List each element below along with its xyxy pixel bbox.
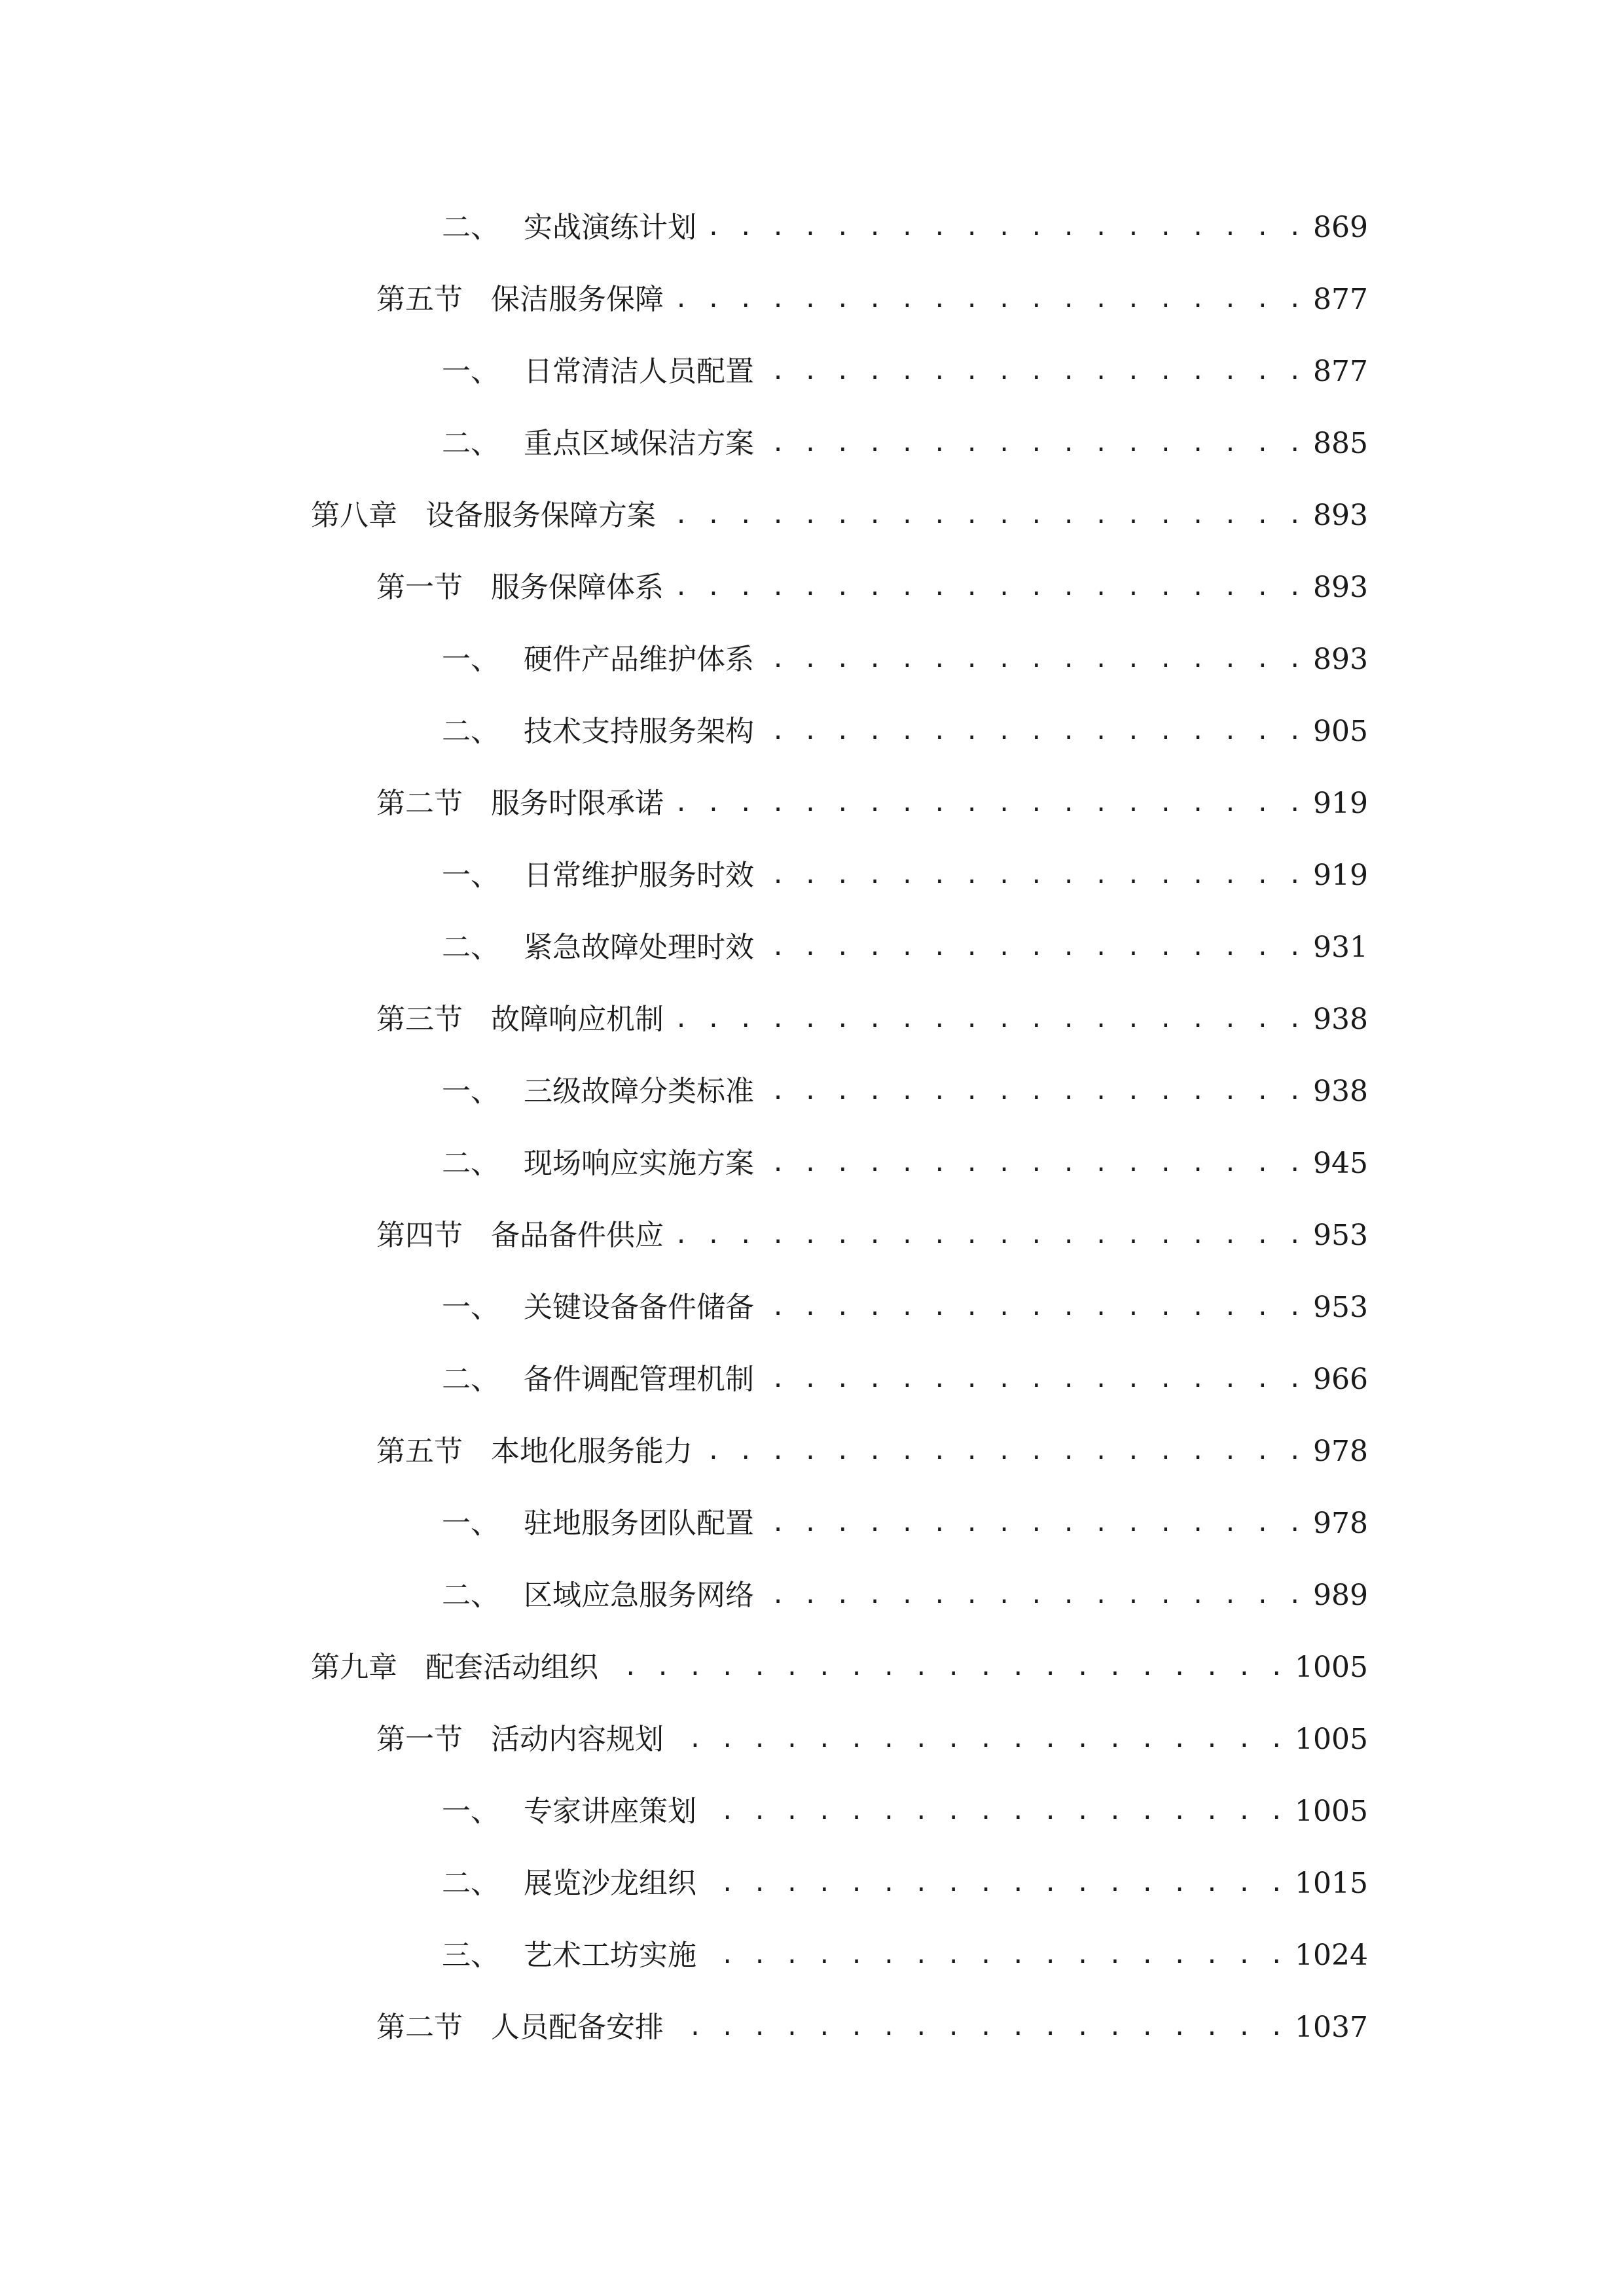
toc-entry-page-number: 978 — [1313, 1435, 1368, 1468]
toc-entry-title: 保洁服务保障 — [491, 283, 664, 316]
toc-entry-title: 服务保障体系 — [491, 571, 664, 604]
toc-dot-leader — [763, 1581, 1304, 1610]
toc-entry-page-number: 893 — [1313, 571, 1368, 604]
toc-entry-marker: 第一节 — [376, 571, 463, 604]
toc-entry-page-number: 953 — [1313, 1219, 1368, 1252]
toc-entry[interactable] — [376, 1429, 1368, 1475]
toc-entry-marker: 第九章 — [311, 1651, 397, 1684]
toc-entry-marker: 第四节 — [376, 1219, 463, 1252]
toc-entry-marker: 一、 — [442, 355, 499, 388]
toc-entry-marker: 三、 — [442, 1939, 499, 1972]
toc-entry-page-number: 989 — [1313, 1579, 1368, 1612]
toc-entry[interactable] — [376, 277, 1368, 323]
toc-entry-title: 区域应急服务网络 — [524, 1579, 754, 1612]
toc-entry-marker: 二、 — [442, 1147, 499, 1180]
toc-entry-marker: 二、 — [442, 715, 499, 748]
toc-entry-title: 人员配备安排 — [491, 2011, 664, 2044]
toc-entry-page-number: 945 — [1313, 1147, 1368, 1180]
toc-entry-page-number: 877 — [1313, 283, 1368, 316]
toc-entry-marker: 一、 — [442, 1291, 499, 1324]
toc-entry-page-number: 1037 — [1295, 2011, 1368, 2044]
toc-entry-title: 驻地服务团队配置 — [524, 1507, 754, 1540]
toc-dot-leader — [673, 573, 1304, 602]
toc-dot-leader — [763, 1077, 1304, 1106]
toc-dot-leader — [706, 1941, 1286, 1970]
toc-entry[interactable] — [376, 2005, 1368, 2051]
toc-entry-title: 硬件产品维护体系 — [524, 643, 754, 676]
toc-entry-title: 技术支持服务架构 — [524, 715, 754, 748]
toc-dot-leader — [763, 645, 1304, 674]
toc-entry-title: 艺术工坊实施 — [524, 1939, 696, 1972]
toc-entry[interactable] — [442, 1285, 1368, 1331]
toc-entry[interactable] — [442, 1501, 1368, 1547]
toc-entry-title: 现场响应实施方案 — [524, 1147, 754, 1180]
toc-entry-marker: 第一节 — [376, 1723, 463, 1756]
toc-entry-title: 故障响应机制 — [491, 1003, 664, 1036]
toc-entry-page-number: 1015 — [1295, 1867, 1368, 1900]
toc-entry-title: 专家讲座策划 — [524, 1795, 696, 1828]
toc-entry-page-number: 893 — [1313, 499, 1368, 532]
toc-entry-page-number: 893 — [1313, 643, 1368, 676]
toc-entry-title: 设备服务保障方案 — [425, 499, 656, 532]
toc-entry[interactable] — [311, 493, 1368, 539]
toc-dot-leader — [665, 501, 1304, 530]
toc-entry[interactable] — [376, 1213, 1368, 1259]
toc-dot-leader — [763, 1365, 1304, 1394]
toc-entry-title: 活动内容规划 — [491, 1723, 664, 1756]
toc-dot-leader — [673, 2013, 1286, 2042]
toc-entry-marker: 第二节 — [376, 2011, 463, 2044]
toc-entry-marker: 第二节 — [376, 787, 463, 820]
toc-entry-title: 配套活动组织 — [425, 1651, 598, 1684]
toc-dot-leader — [673, 1725, 1286, 1754]
toc-entry-marker: 一、 — [442, 643, 499, 676]
toc-dot-leader — [763, 861, 1304, 890]
toc-entry[interactable] — [442, 421, 1368, 467]
toc-entry-marker: 第五节 — [376, 1435, 463, 1468]
toc-dot-leader — [763, 1509, 1304, 1538]
toc-entry-marker: 一、 — [442, 1075, 499, 1108]
toc-entry-title: 备品备件供应 — [491, 1219, 664, 1252]
toc-entry-page-number: 978 — [1313, 1507, 1368, 1540]
toc-entry[interactable] — [442, 853, 1368, 899]
toc-dot-leader — [763, 1149, 1304, 1178]
toc-entry-marker: 一、 — [442, 1507, 499, 1540]
toc-entry[interactable] — [442, 1069, 1368, 1115]
toc-entry-marker: 一、 — [442, 859, 499, 892]
toc-entry-title: 日常清洁人员配置 — [524, 355, 754, 388]
toc-dot-leader — [673, 789, 1304, 818]
toc-entry-title: 服务时限承诺 — [491, 787, 664, 820]
toc-entry-marker: 二、 — [442, 1867, 499, 1900]
toc-dot-leader — [706, 213, 1304, 242]
toc-dot-leader — [763, 429, 1304, 458]
toc-entry-marker: 二、 — [442, 1363, 499, 1396]
toc-dot-leader — [673, 1221, 1304, 1250]
toc-entry-title: 关键设备备件储备 — [524, 1291, 754, 1324]
toc-dot-leader — [706, 1869, 1286, 1898]
toc-entry[interactable] — [442, 1141, 1368, 1187]
toc-dot-leader — [763, 357, 1304, 386]
toc-entry[interactable] — [376, 565, 1368, 611]
toc-entry[interactable] — [442, 1933, 1368, 1979]
toc-dot-leader — [673, 1005, 1304, 1034]
toc-entry-page-number: 885 — [1313, 427, 1368, 460]
toc-entry-marker: 第八章 — [311, 499, 397, 532]
toc-entry-title: 日常维护服务时效 — [524, 859, 754, 892]
toc-entry-marker: 二、 — [442, 427, 499, 460]
toc-entry-title: 备件调配管理机制 — [524, 1363, 754, 1396]
toc-entry[interactable] — [442, 637, 1368, 683]
toc-entry-title: 展览沙龙组织 — [524, 1867, 696, 1900]
toc-entry-page-number: 938 — [1313, 1003, 1368, 1036]
toc-entry-marker: 二、 — [442, 931, 499, 964]
toc-entry-marker: 二、 — [442, 211, 499, 244]
toc-entry-title: 重点区域保洁方案 — [524, 427, 754, 460]
toc-entry-title: 本地化服务能力 — [491, 1435, 693, 1468]
toc-entry-page-number: 1024 — [1295, 1939, 1368, 1972]
toc-entry-title: 三级故障分类标准 — [524, 1075, 754, 1108]
toc-entry-page-number: 1005 — [1295, 1723, 1368, 1756]
toc-dot-leader — [706, 1797, 1286, 1826]
toc-entry[interactable] — [376, 1717, 1368, 1763]
toc-entry-page-number: 1005 — [1295, 1795, 1368, 1828]
toc-entry[interactable] — [442, 1357, 1368, 1403]
toc-dot-leader — [763, 717, 1304, 746]
toc-entry-marker: 一、 — [442, 1795, 499, 1828]
toc-dot-leader — [763, 933, 1304, 962]
toc-entry[interactable] — [442, 709, 1368, 755]
toc-entry-marker: 第三节 — [376, 1003, 463, 1036]
toc-entry[interactable] — [442, 1861, 1368, 1907]
toc-entry-page-number: 919 — [1313, 859, 1368, 892]
toc-entry-page-number: 869 — [1313, 211, 1368, 244]
toc-entry-page-number: 953 — [1313, 1291, 1368, 1324]
toc-dot-leader — [673, 285, 1304, 314]
toc-entry-page-number: 938 — [1313, 1075, 1368, 1108]
toc-entry-page-number: 931 — [1313, 931, 1368, 964]
toc-entry-marker: 二、 — [442, 1579, 499, 1612]
toc-entry-page-number: 966 — [1313, 1363, 1368, 1396]
toc-entry-title: 紧急故障处理时效 — [524, 931, 754, 964]
toc-entry-page-number: 877 — [1313, 355, 1368, 388]
toc-entry[interactable] — [442, 349, 1368, 395]
toc-entry-marker: 第五节 — [376, 283, 463, 316]
toc-entry-page-number: 905 — [1313, 715, 1368, 748]
toc-entry[interactable] — [311, 1645, 1368, 1691]
toc-entry-page-number: 1005 — [1295, 1651, 1368, 1684]
toc-dot-leader — [702, 1437, 1304, 1466]
toc-entry[interactable] — [442, 925, 1368, 971]
toc-entry[interactable] — [376, 781, 1368, 827]
toc-entry-page-number: 919 — [1313, 787, 1368, 820]
toc-entry-title: 实战演练计划 — [524, 211, 696, 244]
toc-entry[interactable] — [442, 1789, 1368, 1835]
toc-entry[interactable] — [442, 205, 1368, 251]
toc-entry[interactable] — [442, 1573, 1368, 1619]
toc-dot-leader — [607, 1653, 1286, 1682]
toc-entry[interactable] — [376, 997, 1368, 1043]
toc-dot-leader — [763, 1293, 1304, 1322]
